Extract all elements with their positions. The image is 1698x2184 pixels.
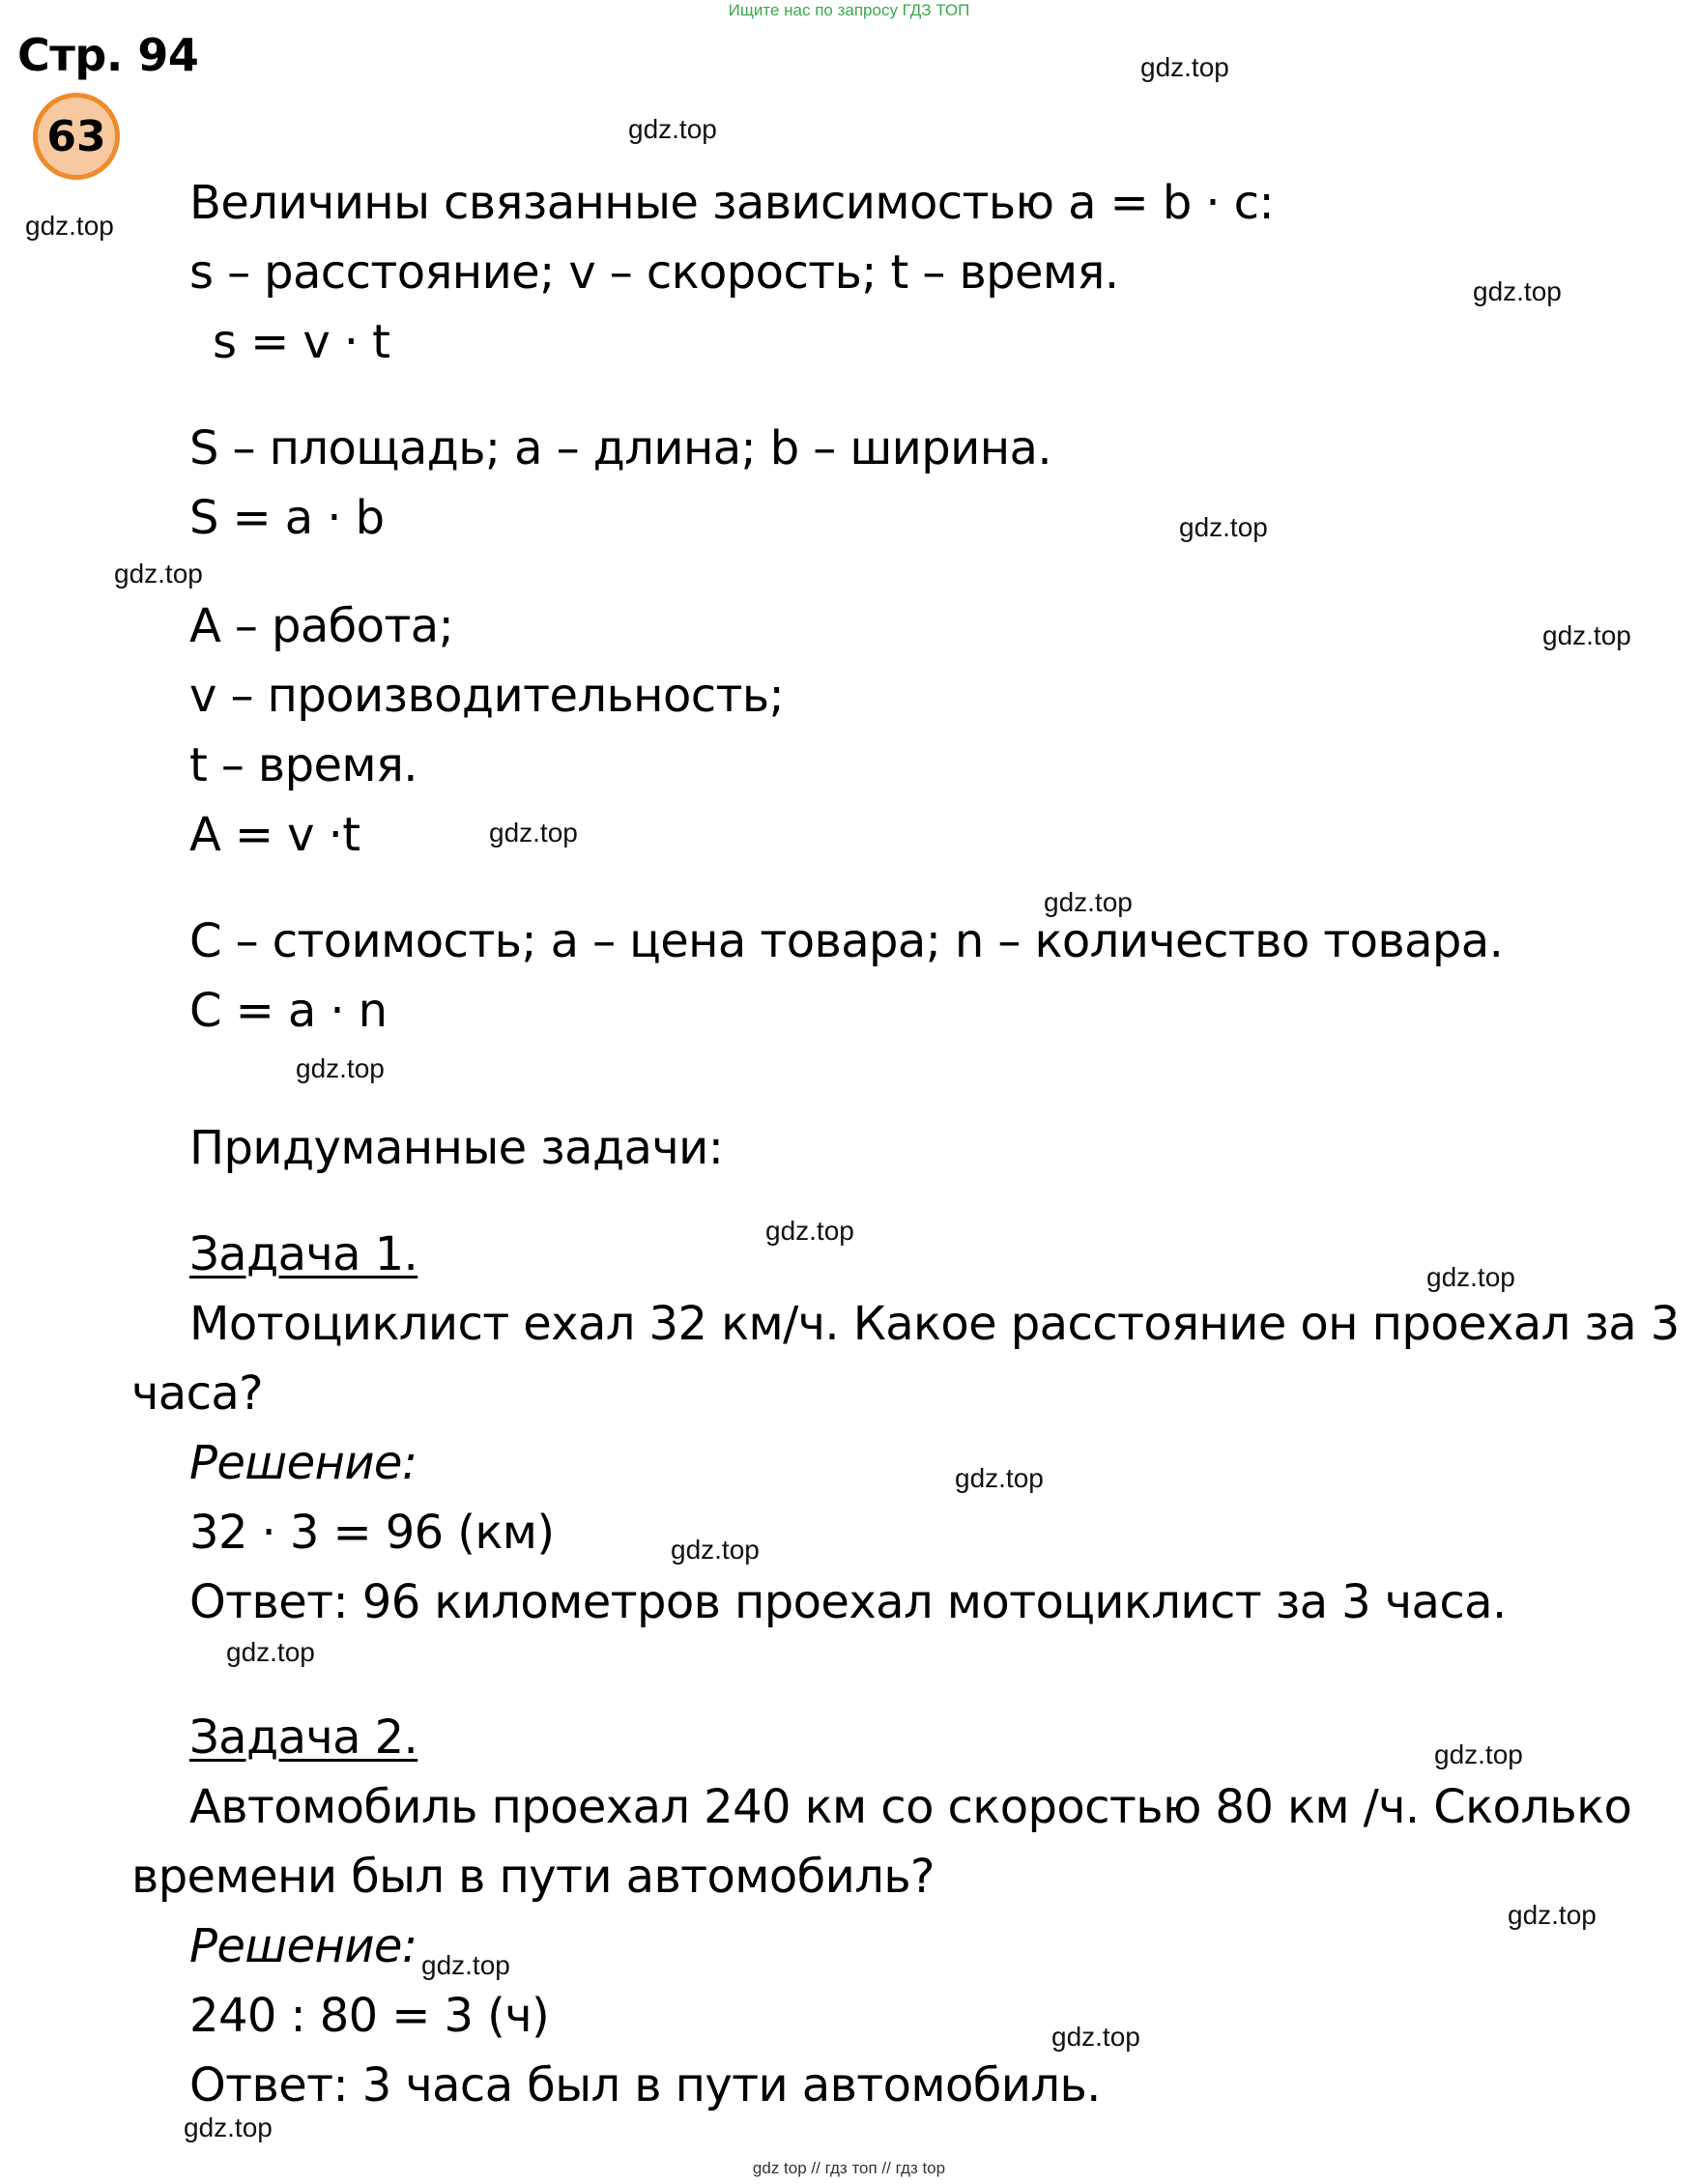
footer: gdz top // гдз топ // гдз top (752, 2159, 946, 2177)
watermark: gdz.top (1542, 620, 1631, 650)
task1-solution-label: Решение: (189, 1436, 417, 1490)
task2-answer: Ответ: 3 часа был в пути автомобиль. (189, 2058, 1101, 2112)
formula-line: A = v ·t (189, 808, 360, 862)
formula-line: C = a · n (189, 984, 388, 1038)
task1-calculation: 32 · 3 = 96 (км) (189, 1506, 555, 1560)
top-banner: Ищите нас по запросу ГДЗ ТОП (728, 1, 970, 19)
text-line: v – производительность; (189, 669, 785, 723)
watermark: gdz.top (1434, 1739, 1523, 1769)
text-line: Величины связанные зависимостью a = b · c: (189, 176, 1275, 230)
formula-line: s = v · t (213, 315, 390, 369)
task2-solution-label: Решение: (189, 1919, 417, 1973)
watermark: gdz.top (1140, 52, 1229, 82)
watermark: gdz.top (1044, 887, 1133, 917)
formula-line: S = a · b (189, 491, 385, 545)
task1-heading: Задача 1. (189, 1227, 418, 1281)
page-title: Стр. 94 (17, 29, 199, 81)
section-heading: Придуманные задачи: (189, 1121, 724, 1175)
watermark: gdz.top (1051, 2022, 1140, 2052)
watermark: gdz.top (671, 1535, 760, 1565)
task2-calculation: 240 : 80 = 3 (ч) (189, 1989, 550, 2043)
task1-text: часа? (131, 1366, 264, 1421)
task2-text: времени был в пути автомобиль? (131, 1850, 935, 1904)
text-line: t – время. (189, 738, 417, 792)
watermark: gdz.top (296, 1053, 385, 1083)
text-line: s – расстояние; v – скорость; t – время. (189, 245, 1119, 300)
watermark: gdz.top (184, 2112, 273, 2142)
watermark: gdz.top (1426, 1262, 1515, 1292)
watermark: gdz.top (765, 1216, 854, 1246)
task2-text: Автомобиль проехал 240 км со скоростью 80 км /ч. Сколько (189, 1780, 1632, 1834)
watermark: gdz.top (421, 1950, 510, 1980)
watermark: gdz.top (1508, 1900, 1597, 1930)
watermark: gdz.top (25, 211, 114, 241)
exercise-number-badge (33, 93, 120, 180)
task1-text: Мотоциклист ехал 32 км/ч. Какое расстояние он проехал за 3 (189, 1297, 1680, 1351)
text-line: C – стоимость; a – цена товара; n – количество товара. (189, 914, 1504, 968)
watermark: gdz.top (1179, 512, 1268, 542)
watermark: gdz.top (1473, 276, 1562, 306)
watermark: gdz.top (628, 114, 717, 144)
watermark: gdz.top (226, 1637, 315, 1667)
watermark: gdz.top (489, 818, 578, 848)
task1-answer: Ответ: 96 километров проехал мотоциклист за 3 часа. (189, 1575, 1507, 1629)
watermark: gdz.top (114, 559, 203, 589)
task2-heading: Задача 2. (189, 1710, 418, 1765)
exercise-number: 63 (46, 111, 106, 161)
text-line: S – площадь; a – длина; b – ширина. (189, 421, 1051, 475)
watermark: gdz.top (955, 1463, 1044, 1493)
text-line: A – работа; (189, 599, 454, 653)
